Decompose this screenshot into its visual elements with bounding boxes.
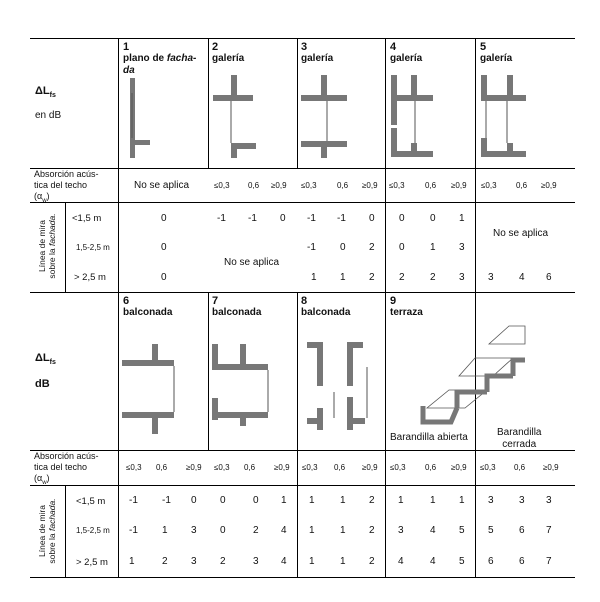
cell: -1 <box>307 213 316 224</box>
absorption-col: 0,6 <box>337 181 349 190</box>
cell: 4 <box>281 525 287 536</box>
cell: 0 <box>220 495 226 506</box>
cell: 3 <box>398 525 404 536</box>
row-label: <1,5 m <box>76 496 106 507</box>
absorption-col: 0,6 <box>244 463 256 472</box>
absorption-col: ≤0,3 <box>480 463 496 472</box>
facade-diagram-case-4 <box>385 38 475 168</box>
cell: 4 <box>398 556 404 567</box>
cell: 5 <box>488 525 494 536</box>
absorption-label-top: Absorción acús- tica del techo $(\alpha_w)$ <box>34 169 99 204</box>
cell: 1 <box>459 213 465 224</box>
cell: 2 <box>399 272 405 283</box>
case-number: 5 <box>480 41 487 53</box>
cell: 7 <box>546 556 552 567</box>
cell: 1 <box>340 525 346 536</box>
case-title: plano de facha- da <box>123 53 197 76</box>
balcony-diagram-case-7 <box>208 292 298 450</box>
absorption-col: ≤0,3 <box>389 181 405 190</box>
cell: 4 <box>430 525 436 536</box>
barandilla-abierta-label: Barandilla abierta <box>390 432 468 443</box>
cell: 3 <box>488 272 494 283</box>
cell: 0 <box>161 213 167 224</box>
case-number: 1 <box>123 41 130 53</box>
cell: 4 <box>281 556 287 567</box>
cell: 6 <box>519 556 525 567</box>
cell: 1 <box>309 495 315 506</box>
facade-diagram-case-3 <box>297 38 387 168</box>
terrace-diagram-case-9 <box>385 292 575 450</box>
cell: 2 <box>369 242 375 253</box>
absorption-col: 0,6 <box>425 181 437 190</box>
absorption-col: ≤0,3 <box>390 463 406 472</box>
cell: 0 <box>161 272 167 283</box>
cell: 2 <box>253 525 259 536</box>
cell: 1 <box>309 556 315 567</box>
row-label: > 2,5 m <box>76 557 108 568</box>
cell: 1 <box>340 495 346 506</box>
absorption-col: 0,6 <box>516 181 528 190</box>
facade-diagram-case-1 <box>118 38 208 168</box>
case-title: galería <box>480 53 513 64</box>
absorption-col: ≤0,3 <box>126 463 142 472</box>
cell: 3 <box>191 525 197 536</box>
absorption-col: ≥0,9 <box>362 463 378 472</box>
absorption-col: ≤0,3 <box>301 181 317 190</box>
cell: 0 <box>340 242 346 253</box>
cell: 1 <box>281 495 287 506</box>
cell: 3 <box>459 272 465 283</box>
row-label: <1,5 m <box>72 213 102 224</box>
cell: -1 <box>162 495 171 506</box>
absorption-col: ≤0,3 <box>302 463 318 472</box>
cell: 7 <box>546 525 552 536</box>
cell: 3 <box>253 556 259 567</box>
cell: 0 <box>191 495 197 506</box>
cell: -1 <box>217 213 226 224</box>
cell: 4 <box>519 272 525 283</box>
row-label: > 2,5 m <box>74 272 106 283</box>
unit-label-bottom: dB <box>35 378 50 390</box>
delta-lfs-label-bottom: $\Delta L_{fs}$ <box>35 352 56 367</box>
case-title: galería <box>212 53 245 64</box>
sight-line-label-top: Línea de mira sobre la fachada. <box>37 213 57 279</box>
case-number: 6 <box>123 295 130 307</box>
cell: 5 <box>459 556 465 567</box>
cell: 6 <box>488 556 494 567</box>
facade-diagram-case-2 <box>208 38 298 168</box>
case-number: 9 <box>390 295 397 307</box>
case-title: balconada <box>212 307 262 318</box>
cell: 1 <box>459 495 465 506</box>
cell: 0 <box>399 242 405 253</box>
absorption-col: 0,6 <box>156 463 168 472</box>
absorption-col: ≥0,9 <box>186 463 202 472</box>
cell: 0 <box>161 242 167 253</box>
cell: 0 <box>399 213 405 224</box>
cell: 3 <box>546 495 552 506</box>
cell: 6 <box>546 272 552 283</box>
cell: -1 <box>248 213 257 224</box>
absorption-col: ≥0,9 <box>362 181 378 190</box>
cell: 0 <box>430 213 436 224</box>
cell: 1 <box>430 495 436 506</box>
cell: -1 <box>337 213 346 224</box>
case-title: galería <box>301 53 334 64</box>
cell: 2 <box>369 495 375 506</box>
row-label: 1,5-2,5 m <box>76 243 110 252</box>
case-number: 2 <box>212 41 219 53</box>
cell: 2 <box>220 556 226 567</box>
case-title: balconada <box>301 307 351 318</box>
balcony-diagram-case-8 <box>297 292 385 450</box>
cell: 2 <box>369 556 375 567</box>
case-number: 3 <box>301 41 308 53</box>
case-number: 8 <box>301 295 308 307</box>
cell: 3 <box>519 495 525 506</box>
case-title: terraza <box>390 307 423 318</box>
row-label: 1,5-2,5 m <box>76 526 110 535</box>
cell: 2 <box>162 556 168 567</box>
cell: 6 <box>519 525 525 536</box>
absorption-col: 0,6 <box>334 463 346 472</box>
absorption-col: ≥0,9 <box>543 463 559 472</box>
absorption-col: 0,6 <box>514 463 526 472</box>
cell: 2 <box>430 272 436 283</box>
cell: -1 <box>129 495 138 506</box>
cell: 3 <box>191 556 197 567</box>
cell: 1 <box>162 525 168 536</box>
absorption-col: ≥0,9 <box>274 463 290 472</box>
cell: 1 <box>398 495 404 506</box>
case-title: galería <box>390 53 423 64</box>
case-title: balconada <box>123 307 173 318</box>
cell: 4 <box>430 556 436 567</box>
absorption-col: ≥0,9 <box>541 181 557 190</box>
absorption-col: ≥0,9 <box>451 463 467 472</box>
cell: -1 <box>129 525 138 536</box>
cell: 5 <box>459 525 465 536</box>
cell: 2 <box>369 272 375 283</box>
no-aplica-case-2: No se aplica <box>224 257 280 268</box>
cell: 0 <box>369 213 375 224</box>
cell: 0 <box>280 213 286 224</box>
delta-lfs-label-top: $\Delta L_{fs}$ <box>35 85 56 100</box>
absorption-col: ≤0,3 <box>214 463 230 472</box>
cell: 0 <box>220 525 226 536</box>
cell: 3 <box>488 495 494 506</box>
absorption-col: 0,6 <box>425 463 437 472</box>
cell: 2 <box>369 525 375 536</box>
cell: 1 <box>309 525 315 536</box>
absorption-col: ≤0,3 <box>481 181 497 190</box>
cell: 3 <box>459 242 465 253</box>
absorption-col: ≥0,9 <box>451 181 467 190</box>
cell: 1 <box>129 556 135 567</box>
cell: -1 <box>307 242 316 253</box>
case-number: 7 <box>212 295 219 307</box>
barandilla-cerrada-label: Barandilla cerrada <box>497 427 542 450</box>
unit-label-top: en dB <box>35 110 62 121</box>
absorption-col: ≥0,9 <box>271 181 287 190</box>
no-aplica-case-5: No se aplica <box>493 228 549 239</box>
cell: 1 <box>340 272 346 283</box>
cell: 1 <box>430 242 436 253</box>
sight-line-label-bottom: Línea de mira sobre la fachada. <box>37 498 57 564</box>
absorption-col: ≤0,3 <box>214 181 230 190</box>
facade-diagram-case-5 <box>475 38 575 168</box>
cell: 0 <box>253 495 259 506</box>
balcony-diagram-case-6 <box>118 292 208 450</box>
cell: 1 <box>311 272 317 283</box>
case-number: 4 <box>390 41 397 53</box>
no-aplica-case-1: No se aplica <box>134 180 190 191</box>
absorption-col: 0,6 <box>248 181 260 190</box>
absorption-label-bottom: Absorción acús- tica del techo $(\alpha_w)$ <box>34 451 99 486</box>
cell: 1 <box>340 556 346 567</box>
